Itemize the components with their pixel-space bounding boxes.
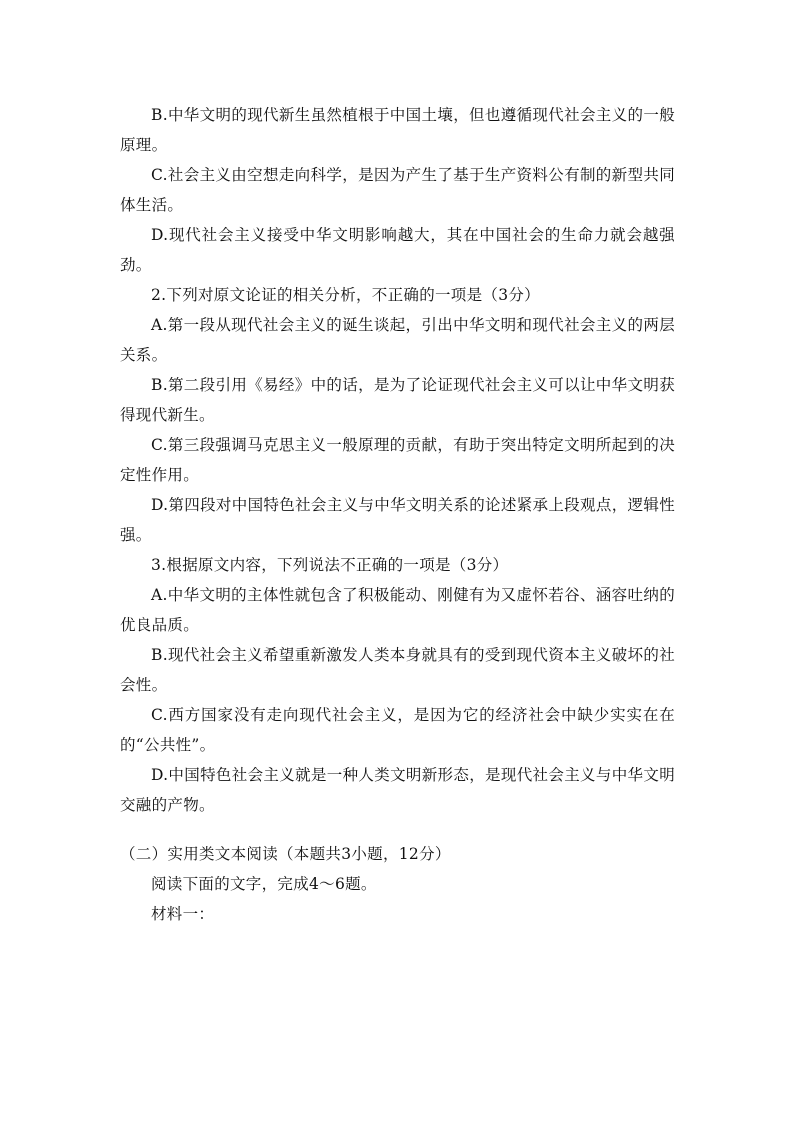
q2-stem: 2.下列对原文论证的相关分析，不正确的一项是（3分） [151, 286, 540, 304]
q1-option-c: C.社会主义由空想走向科学，是因为产生了基于生产资料公有制的新型共同体生活。 [120, 166, 675, 214]
q3-option-b: B.现代社会主义希望重新激发人类本身就具有的受到现代资本主义破坏的社会性。 [120, 646, 675, 694]
document-body [120, 100, 675, 929]
material-one-label: 材料一： [151, 905, 215, 923]
q2-option-a: A.第一段从现代社会主义的诞生谈起，引出中华文明和现代社会主义的两层关系。 [120, 316, 675, 364]
q3-option-c: C.西方国家没有走向现代社会主义，是因为它的经济社会中缺少实实在在的“公共性”。 [120, 706, 675, 754]
section-2-heading: （二）实用类文本阅读（本题共3小题，12分） [120, 845, 451, 863]
q3-stem: 3.根据原文内容，下列说法不正确的一项是（3分） [151, 556, 509, 574]
q3-option-a: A.中华文明的主体性就包含了积极能动、刚健有为又虚怀若谷、涵容吐纳的优良品质。 [120, 586, 675, 634]
q2-option-b: B.第二段引用《易经》中的话，是为了论证现代社会主义可以让中华文明获得现代新生。 [120, 376, 675, 424]
q3-option-d: D.中国特色社会主义就是一种人类文明新形态，是现代社会主义与中华文明交融的产物。 [120, 766, 675, 814]
section-2-instruction: 阅读下面的文字，完成4～6题。 [151, 875, 377, 893]
q1-option-d: D.现代社会主义接受中华文明影响越大，其在中国社会的生命力就会越强劲。 [120, 226, 675, 274]
q2-option-d: D.第四段对中国特色社会主义与中华文明关系的论述紧承上段观点，逻辑性强。 [120, 496, 675, 544]
q1-option-b: B.中华文明的现代新生虽然植根于中国土壤，但也遵循现代社会主义的一般原理。 [120, 106, 675, 154]
q2-option-c: C.第三段强调马克思主义一般原理的贡献，有助于突出特定文明所起到的决定性作用。 [120, 436, 675, 484]
